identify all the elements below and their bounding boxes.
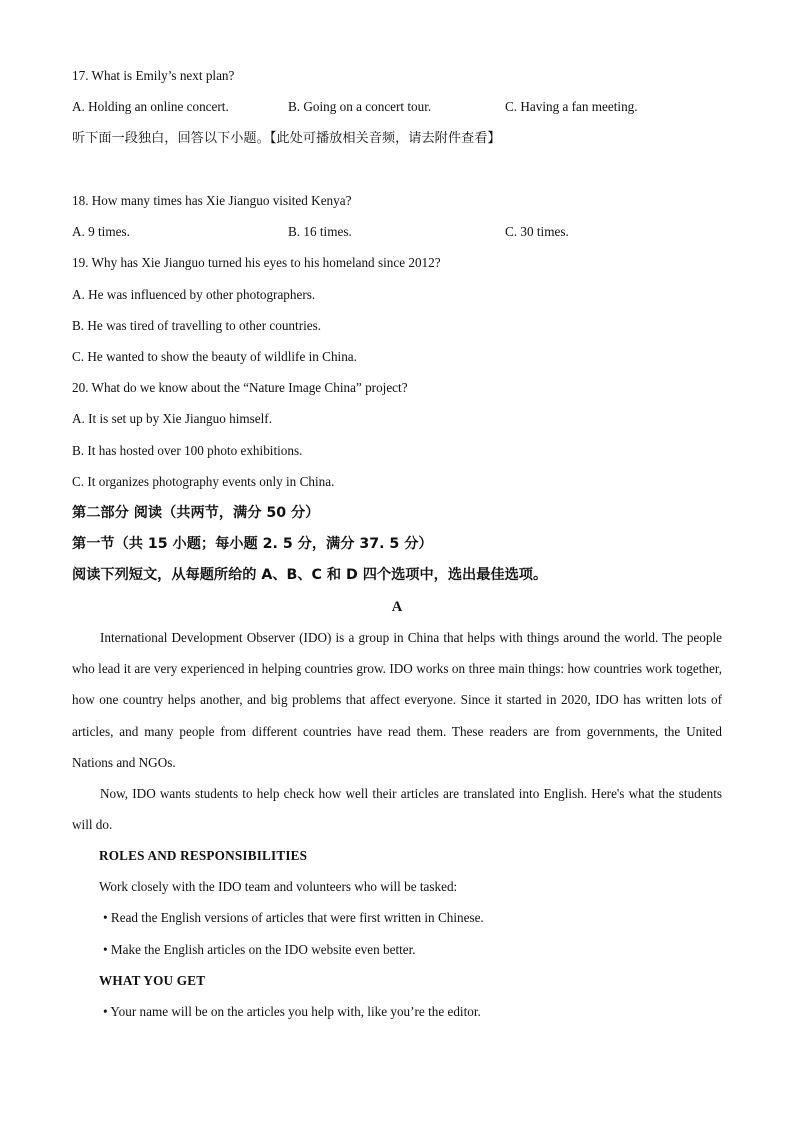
passage-paragraph-2: Now, IDO wants students to help check how well their articles are translated into English. Here's what the students will do. <box>72 786 722 833</box>
question-18: 18. How many times has Xie Jianguo visited Kenya? <box>72 193 352 208</box>
what-you-get-heading: WHAT YOU GET <box>99 973 206 988</box>
q17-option-a: A. Holding an online concert. <box>72 99 229 114</box>
roles-intro: Work closely with the IDO team and volunteers who will be tasked: <box>99 879 458 894</box>
get-item-1: • Your name will be on the articles you help with, like you’re the editor. <box>103 1004 481 1019</box>
q17-option-b: B. Going on a concert tour. <box>288 99 432 114</box>
q20-option-b: B. It has hosted over 100 photo exhibitions. <box>72 443 303 458</box>
q18-option-b: B. 16 times. <box>288 224 352 239</box>
q18-option-a: A. 9 times. <box>72 224 130 239</box>
monologue-instruction: 听下面一段独白，回答以下小题。【此处可播放相关音频，请去附件查看】 <box>72 131 501 146</box>
q19-option-a: A. He was influenced by other photographers. <box>72 287 316 302</box>
passage-paragraph-1: International Development Observer (IDO) is a group in China that helps with things around the world. The people who lead it are very experienced in helping countries grow. IDO works on three main things: how countries work together, how one country helps another, and big problems that affect everyone. Since it started in 2020, IDO has written lots of articles, and many people from different countries have read them. These readers are from governments, the United Nations and NGOs. <box>72 630 722 770</box>
q20-option-c: C. It organizes photography events only in China. <box>72 474 335 489</box>
q19-option-c: C. He wanted to show the beauty of wildlife in China. <box>72 349 357 364</box>
section-one-heading: 第一节（共 15 小题；每小题 2. 5 分，满分 37. 5 分） <box>72 536 433 552</box>
q17-option-c: C. Having a fan meeting. <box>505 99 638 114</box>
question-17: 17. What is Emily’s next plan? <box>72 68 235 83</box>
passage-label: A <box>391 599 403 615</box>
question-20: 20. What do we know about the “Nature Image China” project? <box>72 380 408 395</box>
question-19: 19. Why has Xie Jianguo turned his eyes to his homeland since 2012? <box>72 255 441 270</box>
part-two-heading: 第二部分 阅读（共两节，满分 50 分） <box>72 505 320 521</box>
roles-heading: ROLES AND RESPONSIBILITIES <box>99 848 308 863</box>
roles-item-1: • Read the English versions of articles that were first written in Chinese. <box>103 910 484 925</box>
q19-option-b: B. He was tired of travelling to other countries. <box>72 318 322 333</box>
q18-option-c: C. 30 times. <box>505 224 569 239</box>
reading-instruction: 阅读下列短文，从每题所给的 A、B、C 和 D 四个选项中，选出最佳选项。 <box>72 567 548 583</box>
q20-option-a: A. It is set up by Xie Jianguo himself. <box>72 411 272 426</box>
roles-item-2: • Make the English articles on the IDO website even better. <box>103 942 416 957</box>
